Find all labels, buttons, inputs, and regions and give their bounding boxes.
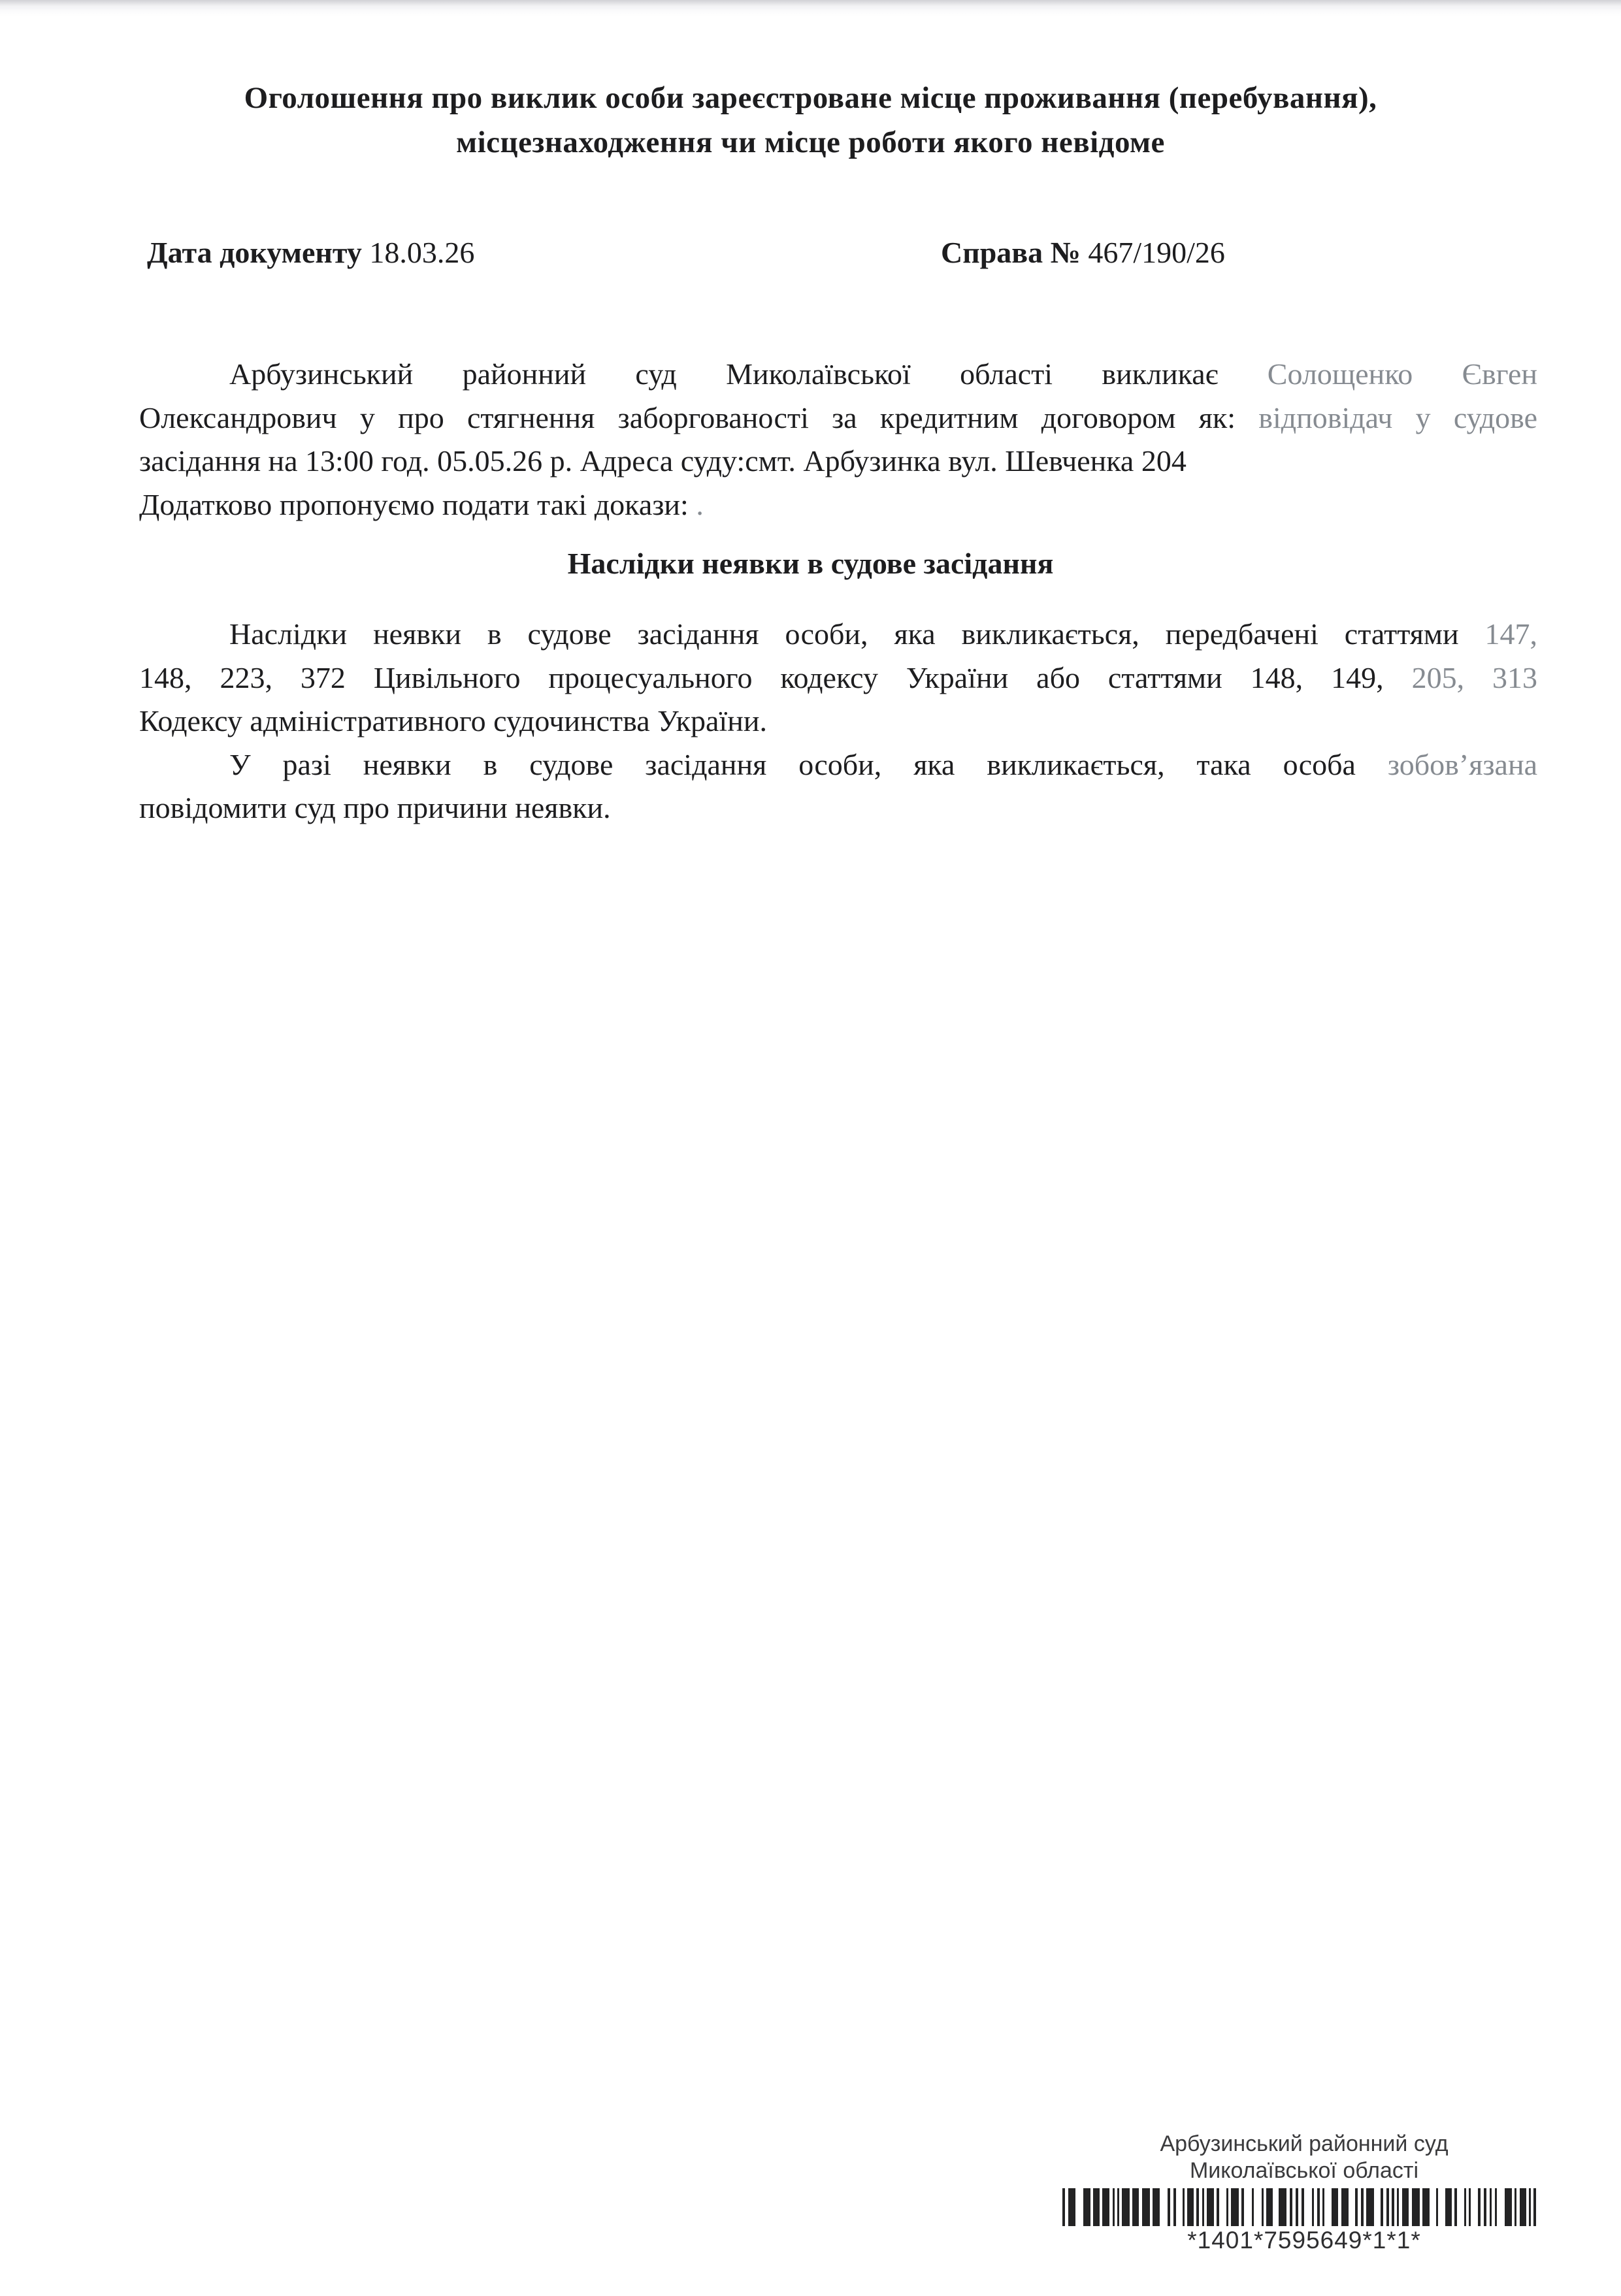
consequences-line-3: Кодексу адміністративного судочинства України.: [139, 704, 767, 737]
consequences-paragraphs: [139, 613, 1537, 830]
document-date-value: 18.03.26: [369, 236, 475, 269]
summons-line-2: [139, 396, 1537, 440]
summons-line-4: [139, 483, 1537, 527]
summons-line-1-faded-text: Солощенко Євген: [1267, 357, 1538, 391]
obligation-line-1: [139, 743, 1537, 787]
obligation-line-1-faded-text: зобов’язана: [1387, 747, 1537, 781]
consequences-line-2: [139, 656, 1537, 700]
document-date: [147, 235, 474, 270]
document-date-label: Дата документу: [147, 236, 362, 269]
case-number-label: Справа №: [941, 236, 1081, 269]
barcode-label: *1401*7595649*1*1*: [1187, 2227, 1421, 2254]
summons-line-1-text: Арбузинський районний суд Миколаївської області викликає: [229, 357, 1219, 391]
summons-line-3: засідання на 13:00 год. 05.05.26 р. Адреса суду:смт. Арбузинка вул. Шевченка 204: [139, 444, 1187, 477]
court-stamp-block: [1062, 2131, 1546, 2254]
document-title-line1: Оголошення про виклик особи зареєстроване місце проживання (перебування),: [244, 81, 1377, 115]
consequences-line-2-text: 148, 223, 372 Цивільного процесуального кодексу України або статтями 148, 149,: [139, 660, 1384, 694]
obligation-line-2: повідомити суд про причини неявки.: [139, 791, 611, 824]
document-title-line2: місцезнаходження чи місце роботи якого невідоме: [456, 125, 1165, 159]
consequences-line-1-faded-text: 147,: [1484, 617, 1537, 651]
court-stamp-name-line1: Арбузинський районний суд: [1160, 2131, 1449, 2156]
summons-line-2-faded-text: відповідач у судове: [1258, 400, 1538, 434]
consequences-line-1: [139, 613, 1537, 656]
summons-line-1: [139, 353, 1537, 396]
document-barcode: [1062, 2188, 1542, 2226]
consequences-line-1-text: Наслідки неявки в судове засідання особи, яка викликається, передбачені статтями: [229, 617, 1459, 651]
summons-paragraph: [139, 353, 1537, 526]
summons-line-4-text: Додатково пропонуємо подати такі докази:: [139, 487, 689, 521]
consequences-line-2-faded-text: 205, 313: [1411, 660, 1538, 694]
case-number: [941, 235, 1225, 270]
consequences-heading: Наслідки неявки в судове засідання: [567, 547, 1054, 580]
scan-top-shadow: [0, 0, 1621, 17]
summons-line-2-text: Олександрович у про стягнення заборгованості за кредитним договором як:: [139, 400, 1236, 434]
document-title: [0, 76, 1621, 165]
summons-line-4-faded-dot: .: [696, 487, 704, 521]
case-number-value: 467/190/26: [1088, 236, 1225, 269]
obligation-line-1-text: У разі неявки в судове засідання особи, яка викликається, така особа: [229, 747, 1356, 781]
court-stamp-name-line2: Миколаївської області: [1189, 2158, 1419, 2183]
